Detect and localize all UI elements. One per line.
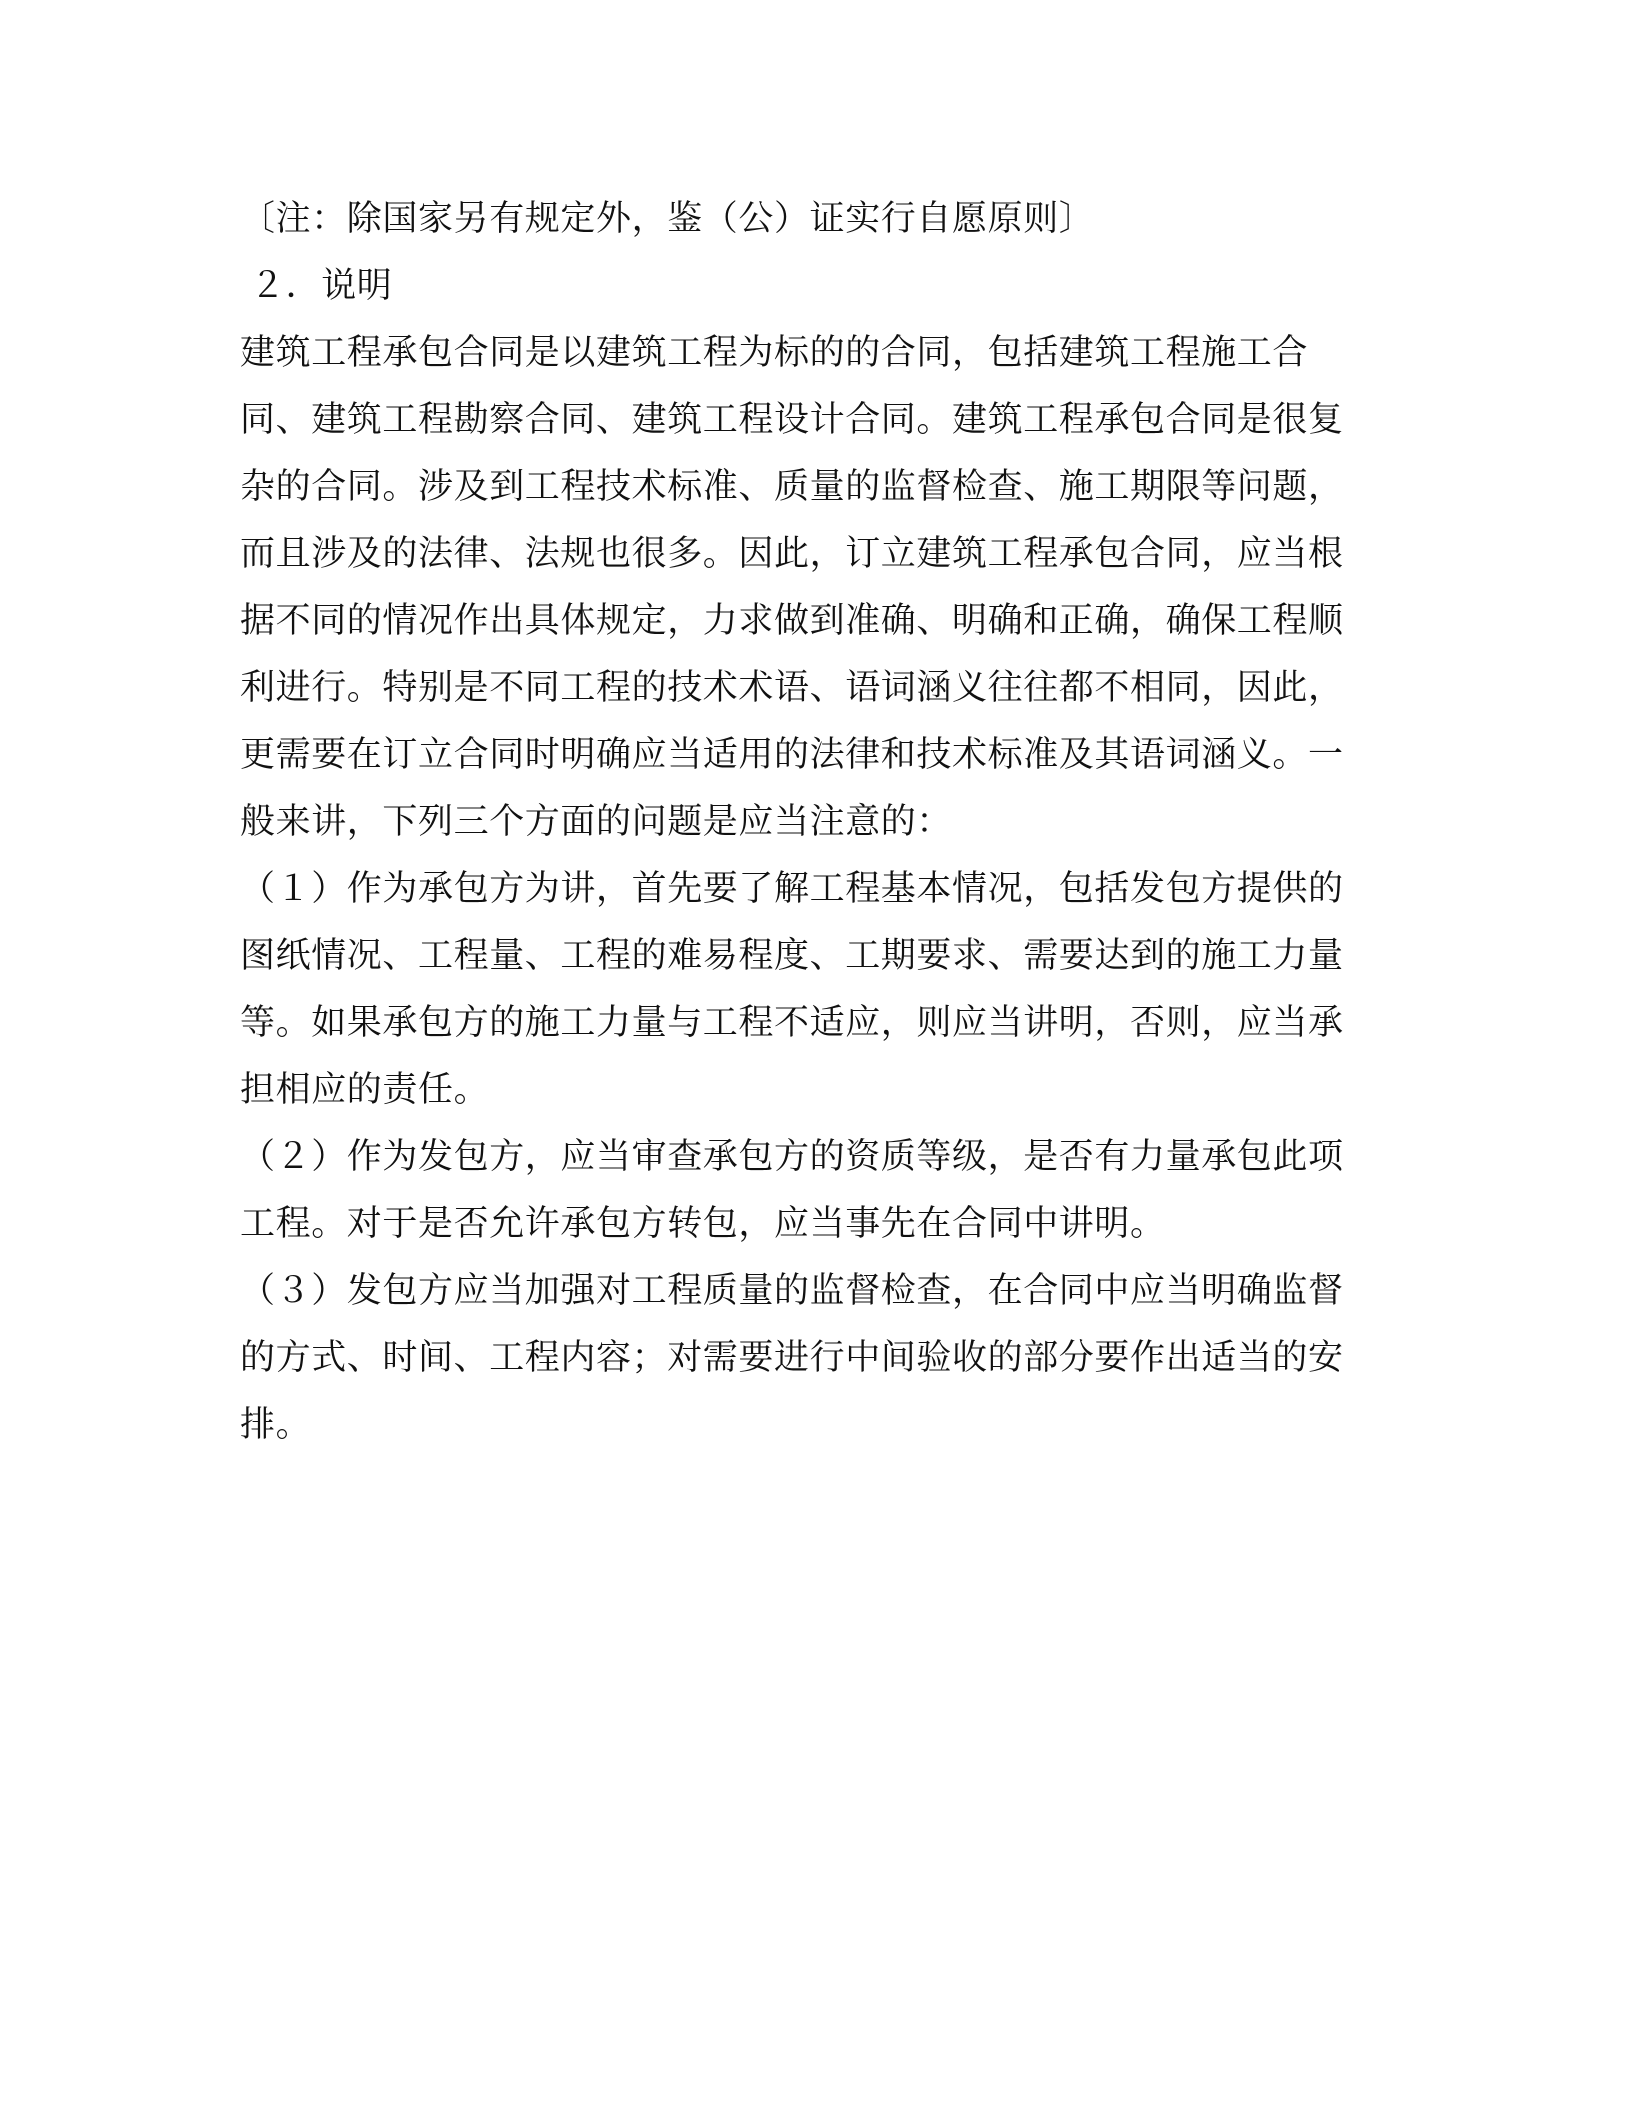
list-item-3-line: （３）发包方应当加强对工程质量的监督检查，在合同中应当明确监督 [240,1271,1344,1311]
body-line: 而且涉及的法律、法规也很多。因此，订立建筑工程承包合同，应当根 [240,534,1344,574]
body-line: 般来讲，下列三个方面的问题是应当注意的： [240,802,953,842]
body-line: 更需要在订立合同时明确应当适用的法律和技术标准及其语词涵义。一 [240,735,1344,775]
list-item-1-line: （１）作为承包方为讲，首先要了解工程基本情况，包括发包方提供的 [240,869,1344,909]
body-line: 建筑工程承包合同是以建筑工程为标的的合同，包括建筑工程施工合 [240,333,1309,373]
list-item-2-line: （２）作为发包方，应当审查承包方的资质等级，是否有力量承包此项 [240,1137,1344,1177]
list-item-3-line: 排。 [240,1405,312,1445]
body-line: 同、建筑工程勘察合同、建筑工程设计合同。建筑工程承包合同是很复 [240,400,1344,440]
section-heading: ２．说明 [250,266,393,306]
note-line: 〔注：除国家另有规定外，鉴（公）证实行自愿原则〕 [240,199,1095,239]
document-body [240,186,1390,1459]
list-item-1-line: 等。如果承包方的施工力量与工程不适应，则应当讲明，否则，应当承 [240,1003,1344,1043]
list-item-2-line: 工程。对于是否允许承包方转包，应当事先在合同中讲明。 [240,1204,1166,1244]
body-line: 利进行。特别是不同工程的技术术语、语词涵义往往都不相同，因此， [240,668,1344,708]
body-line: 据不同的情况作出具体规定，力求做到准确、明确和正确，确保工程顺 [240,601,1344,641]
list-item-1-line: 担相应的责任。 [240,1070,490,1110]
list-item-1-line: 图纸情况、工程量、工程的难易程度、工期要求、需要达到的施工力量 [240,936,1344,976]
body-line: 杂的合同。涉及到工程技术标准、质量的监督检查、施工期限等问题， [240,467,1344,507]
list-item-3-line: 的方式、时间、工程内容；对需要进行中间验收的部分要作出适当的安 [240,1338,1344,1378]
